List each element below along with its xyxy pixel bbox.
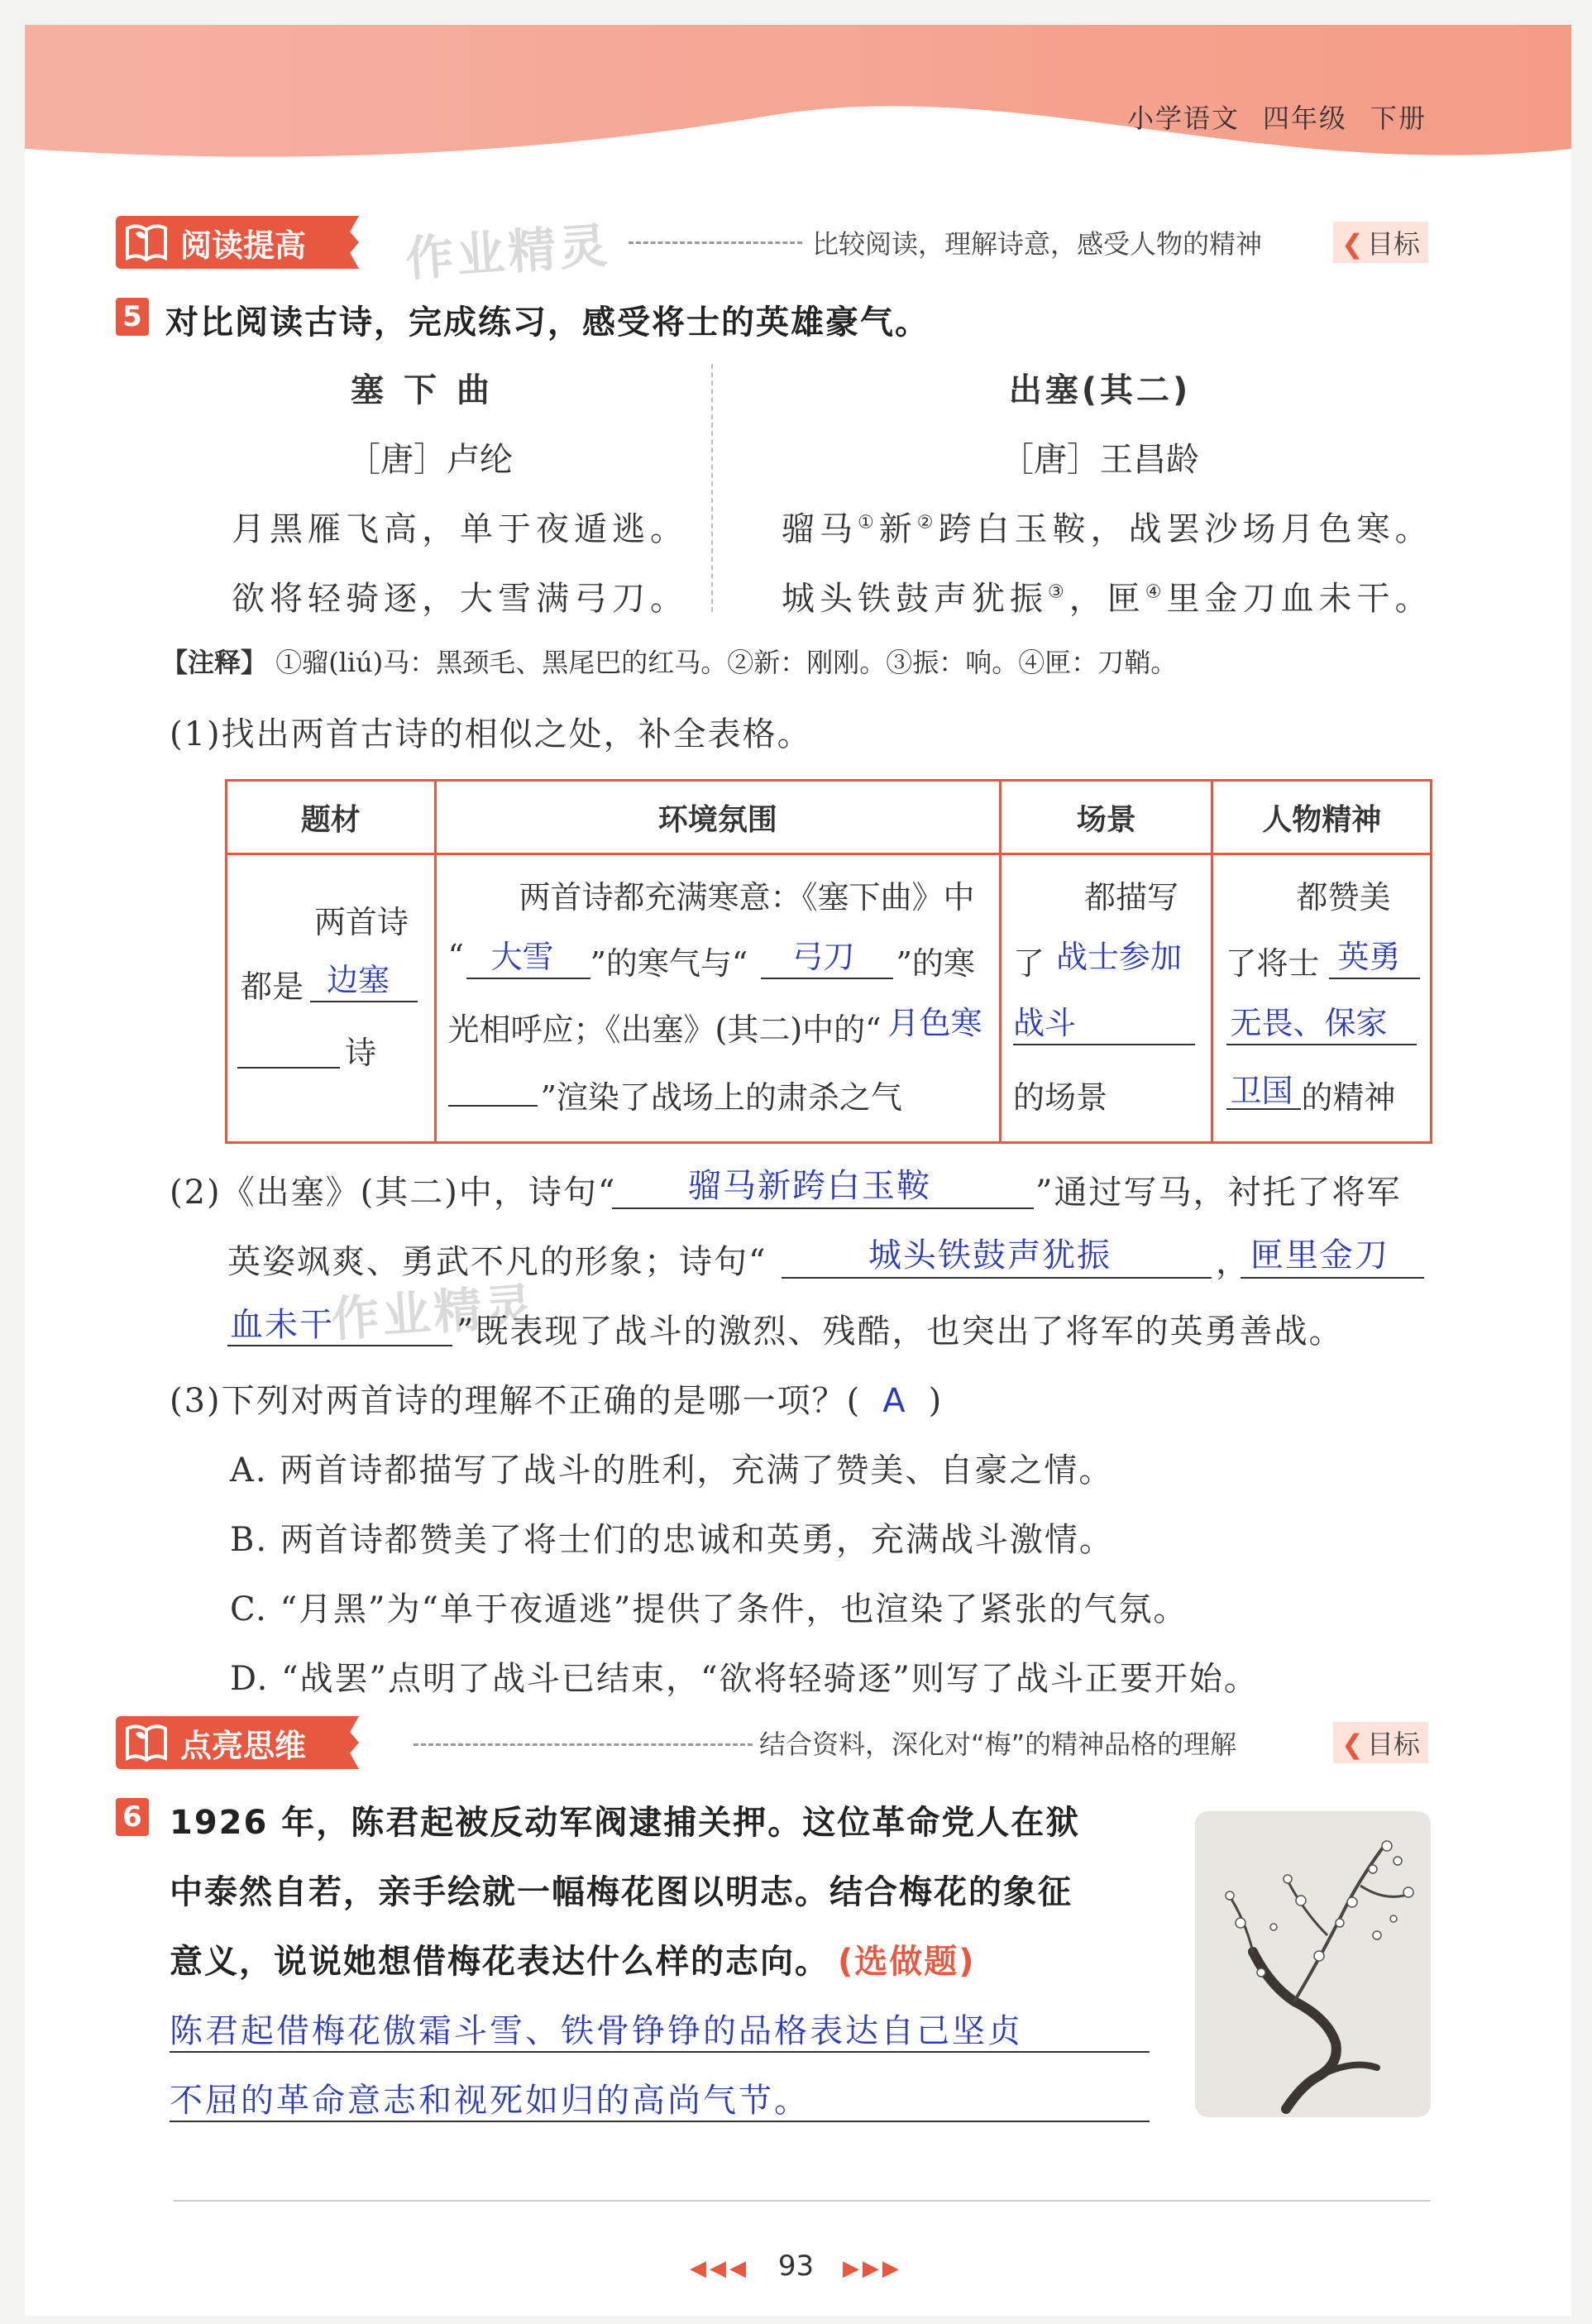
answer-text: 无畏、保家 [1230, 1005, 1388, 1041]
part1-stem: (1)找出两首古诗的相似之处，补全表格。 [170, 715, 812, 753]
answer-text: 英勇 [1337, 939, 1401, 975]
answer-underline [1329, 978, 1420, 979]
poem2-author: ［唐］王昌龄 [1001, 441, 1199, 479]
answer-text: 战斗 [1013, 1005, 1077, 1041]
q6-line3: 意义，说说她想借梅花表达什么样的志向。 (选做题) [170, 1943, 976, 1981]
dash-line [414, 1743, 753, 1746]
answer-underline [448, 1105, 538, 1107]
poem1-line1: 月黑雁飞高，单于夜遁逃。 [232, 510, 688, 548]
answer-text: 城头铁鼓声犹振 [868, 1236, 1112, 1274]
page-footer [0, 2250, 1592, 2283]
answer-underline [310, 1001, 418, 1002]
part2-line3-end: ”既表现了战斗的激烈、残酷，也突出了将军的英勇善战。 [457, 1313, 1344, 1351]
poem1-author: ［唐］卢纶 [347, 441, 513, 479]
section-thinking-header [116, 1714, 359, 1772]
poem1-title: 塞下曲 [351, 371, 509, 409]
note-text: ①骝(liú)马：黑颈毛、黑尾巴的红马。②新：刚刚。③振：响。④匣：刀鞘。 [275, 647, 1178, 678]
poem2-line2: 城头铁鼓声犹振③，匣④里金刀血未干。 [782, 580, 1433, 618]
table-header: 场景 [1001, 781, 1212, 854]
answer-underline [761, 978, 893, 979]
note-label: 【注释】 [161, 647, 268, 678]
goal-tag [1333, 222, 1428, 263]
option-c: C. “月黑”为“单于夜遁逃”提供了条件，也渲染了紧张的气氛。 [230, 1590, 1188, 1628]
section-badge [116, 216, 329, 269]
part2-line2-start: 英姿飒爽、勇武不凡的形象；诗句“ [227, 1243, 767, 1281]
chevron-left-icon: ❮ [1341, 228, 1364, 260]
answer-underline [1241, 1277, 1424, 1279]
section-reading-header [116, 213, 359, 271]
answer-underline [170, 2121, 1150, 2122]
header-subject: 小学语文 [1126, 103, 1240, 134]
header-grade: 四年级 [1262, 103, 1347, 134]
q6-answer-line2: 不屈的革命意志和视死如归的高尚气节。 [170, 2082, 810, 2120]
option-b: B. 两首诗都赞美了将士们的忠诚和英勇，充满战斗激情。 [230, 1521, 1114, 1559]
answer-underline [466, 978, 590, 979]
section-badge [116, 1716, 329, 1769]
page-number: 93 [777, 2250, 815, 2283]
table-header: 环境氛围 [435, 781, 1001, 854]
table-cell-spirit: 都赞美 了将士 英勇 无畏、保家 卫国 的精神 [1212, 854, 1432, 1143]
part3-stem: (3)下列对两首诗的理解不正确的是哪一项？( A ) [170, 1382, 944, 1420]
book-icon [124, 1722, 169, 1763]
dash-line [629, 241, 802, 244]
answer-text: 大雪 [490, 939, 554, 975]
table-cell-scene: 都描写 了 战士参加 战斗 的场景 [1001, 854, 1212, 1143]
section-tail [329, 216, 359, 269]
poem2-title-block [943, 364, 1257, 411]
section-title: 点亮思维 [180, 1727, 307, 1764]
option-a: A. 两首诗都描写了战斗的胜利，充满了赞美、自豪之情。 [230, 1451, 1114, 1490]
optional-tag: (选做题) [838, 1943, 976, 1981]
q6-line2: 中泰然自若，亲手绘就一幅梅花图以明志。结合梅花的象征 [170, 1873, 1073, 1911]
answer-text: 月色寒 [887, 1005, 982, 1041]
watermark-text: 作业精灵 [329, 1277, 538, 1348]
section-title: 阅读提高 [180, 227, 307, 264]
comparison-table [225, 779, 1432, 1144]
plum-blossom-painting [1195, 1811, 1431, 2117]
watermark-text: 作业精灵 [404, 217, 613, 288]
section-goal: 结合资料，深化对“梅”的精神品格的理解 [759, 1729, 1237, 1760]
footer-divider [174, 2200, 1431, 2202]
part2-line1-end: ”通过写马，衬托了将军 [1035, 1174, 1402, 1212]
answer-underline [612, 1207, 1034, 1209]
section-goal: 比较阅读，理解诗意，感受人物的精神 [812, 228, 1263, 260]
header-info [1104, 98, 1427, 136]
question-number: 5 [116, 298, 149, 336]
answer-text: 边塞 [327, 962, 390, 998]
table-cell-atmosphere: 两首诗都充满寒意：《塞下曲》中 “ 大雪 ”的寒气与“ 弓刀 ”的寒 光相呼应；《出塞》(其二)中的“ 月色寒 ”渲染了战场上的肃杀之气 [435, 854, 1001, 1143]
question-number: 6 [116, 1798, 149, 1836]
poem2-line1: 骝马①新②跨白玉鞍，战罢沙场月色寒。 [782, 510, 1433, 548]
table-header: 题材 [227, 781, 436, 854]
answer-underline [170, 2051, 1150, 2053]
answer-text: 骝马新跨白玉鞍 [688, 1167, 931, 1205]
answer-underline [1226, 1044, 1417, 1045]
q6-answer-line1: 陈君起借梅花傲霜斗雪、铁骨铮铮的品格表达自己坚贞 [170, 2012, 1023, 2050]
arrow-right-icons: ▶▶▶ [842, 2256, 902, 2281]
answer-underline [782, 1277, 1212, 1279]
option-d: D. “战罢”点明了战斗已结束，“欲将轻骑逐”则写了战斗正要开始。 [230, 1660, 1259, 1698]
poem-divider [711, 364, 713, 612]
answer-text: 血未干 [230, 1306, 334, 1344]
q6-line1: 1926 年，陈君起被反动军阀逮捕关押。这位革命党人在狱 [170, 1804, 1081, 1842]
goal-tag [1333, 1722, 1428, 1763]
poem1-line2: 欲将轻骑逐，大雪满弓刀。 [232, 580, 688, 618]
poem2-title: 出塞(其二) [1008, 371, 1192, 409]
answer-text: 匣里金刀 [1250, 1236, 1389, 1274]
part2-line1-start: (2)《出塞》(其二)中，诗句“ [170, 1174, 617, 1212]
table-header: 人物精神 [1212, 781, 1432, 854]
answer-underline [237, 1067, 340, 1069]
chevron-left-icon: ❮ [1341, 1729, 1364, 1760]
section-tail [329, 1716, 359, 1769]
part2-comma: ， [1216, 1243, 1250, 1281]
answer-text: 卫国 [1230, 1073, 1293, 1109]
goal-tag-label: 目标 [1366, 228, 1420, 260]
annotation-note [161, 642, 1177, 680]
table-cell-theme: 两首诗 都是 边塞 诗 [227, 854, 436, 1143]
answer-text: 弓刀 [791, 939, 855, 975]
arrow-left-icons: ◀◀◀ [690, 2256, 750, 2281]
answer-text: A [882, 1382, 907, 1420]
answer-underline [1013, 1044, 1195, 1045]
answer-text: 战士参加 [1056, 939, 1183, 975]
poem1-title-block [289, 364, 571, 411]
book-icon [124, 222, 169, 263]
goal-tag-label: 目标 [1366, 1729, 1420, 1760]
question-stem: 对比阅读古诗，完成练习，感受将士的英雄豪气。 [165, 304, 930, 342]
header-volume: 下册 [1370, 103, 1427, 134]
answer-underline [1226, 1108, 1301, 1110]
